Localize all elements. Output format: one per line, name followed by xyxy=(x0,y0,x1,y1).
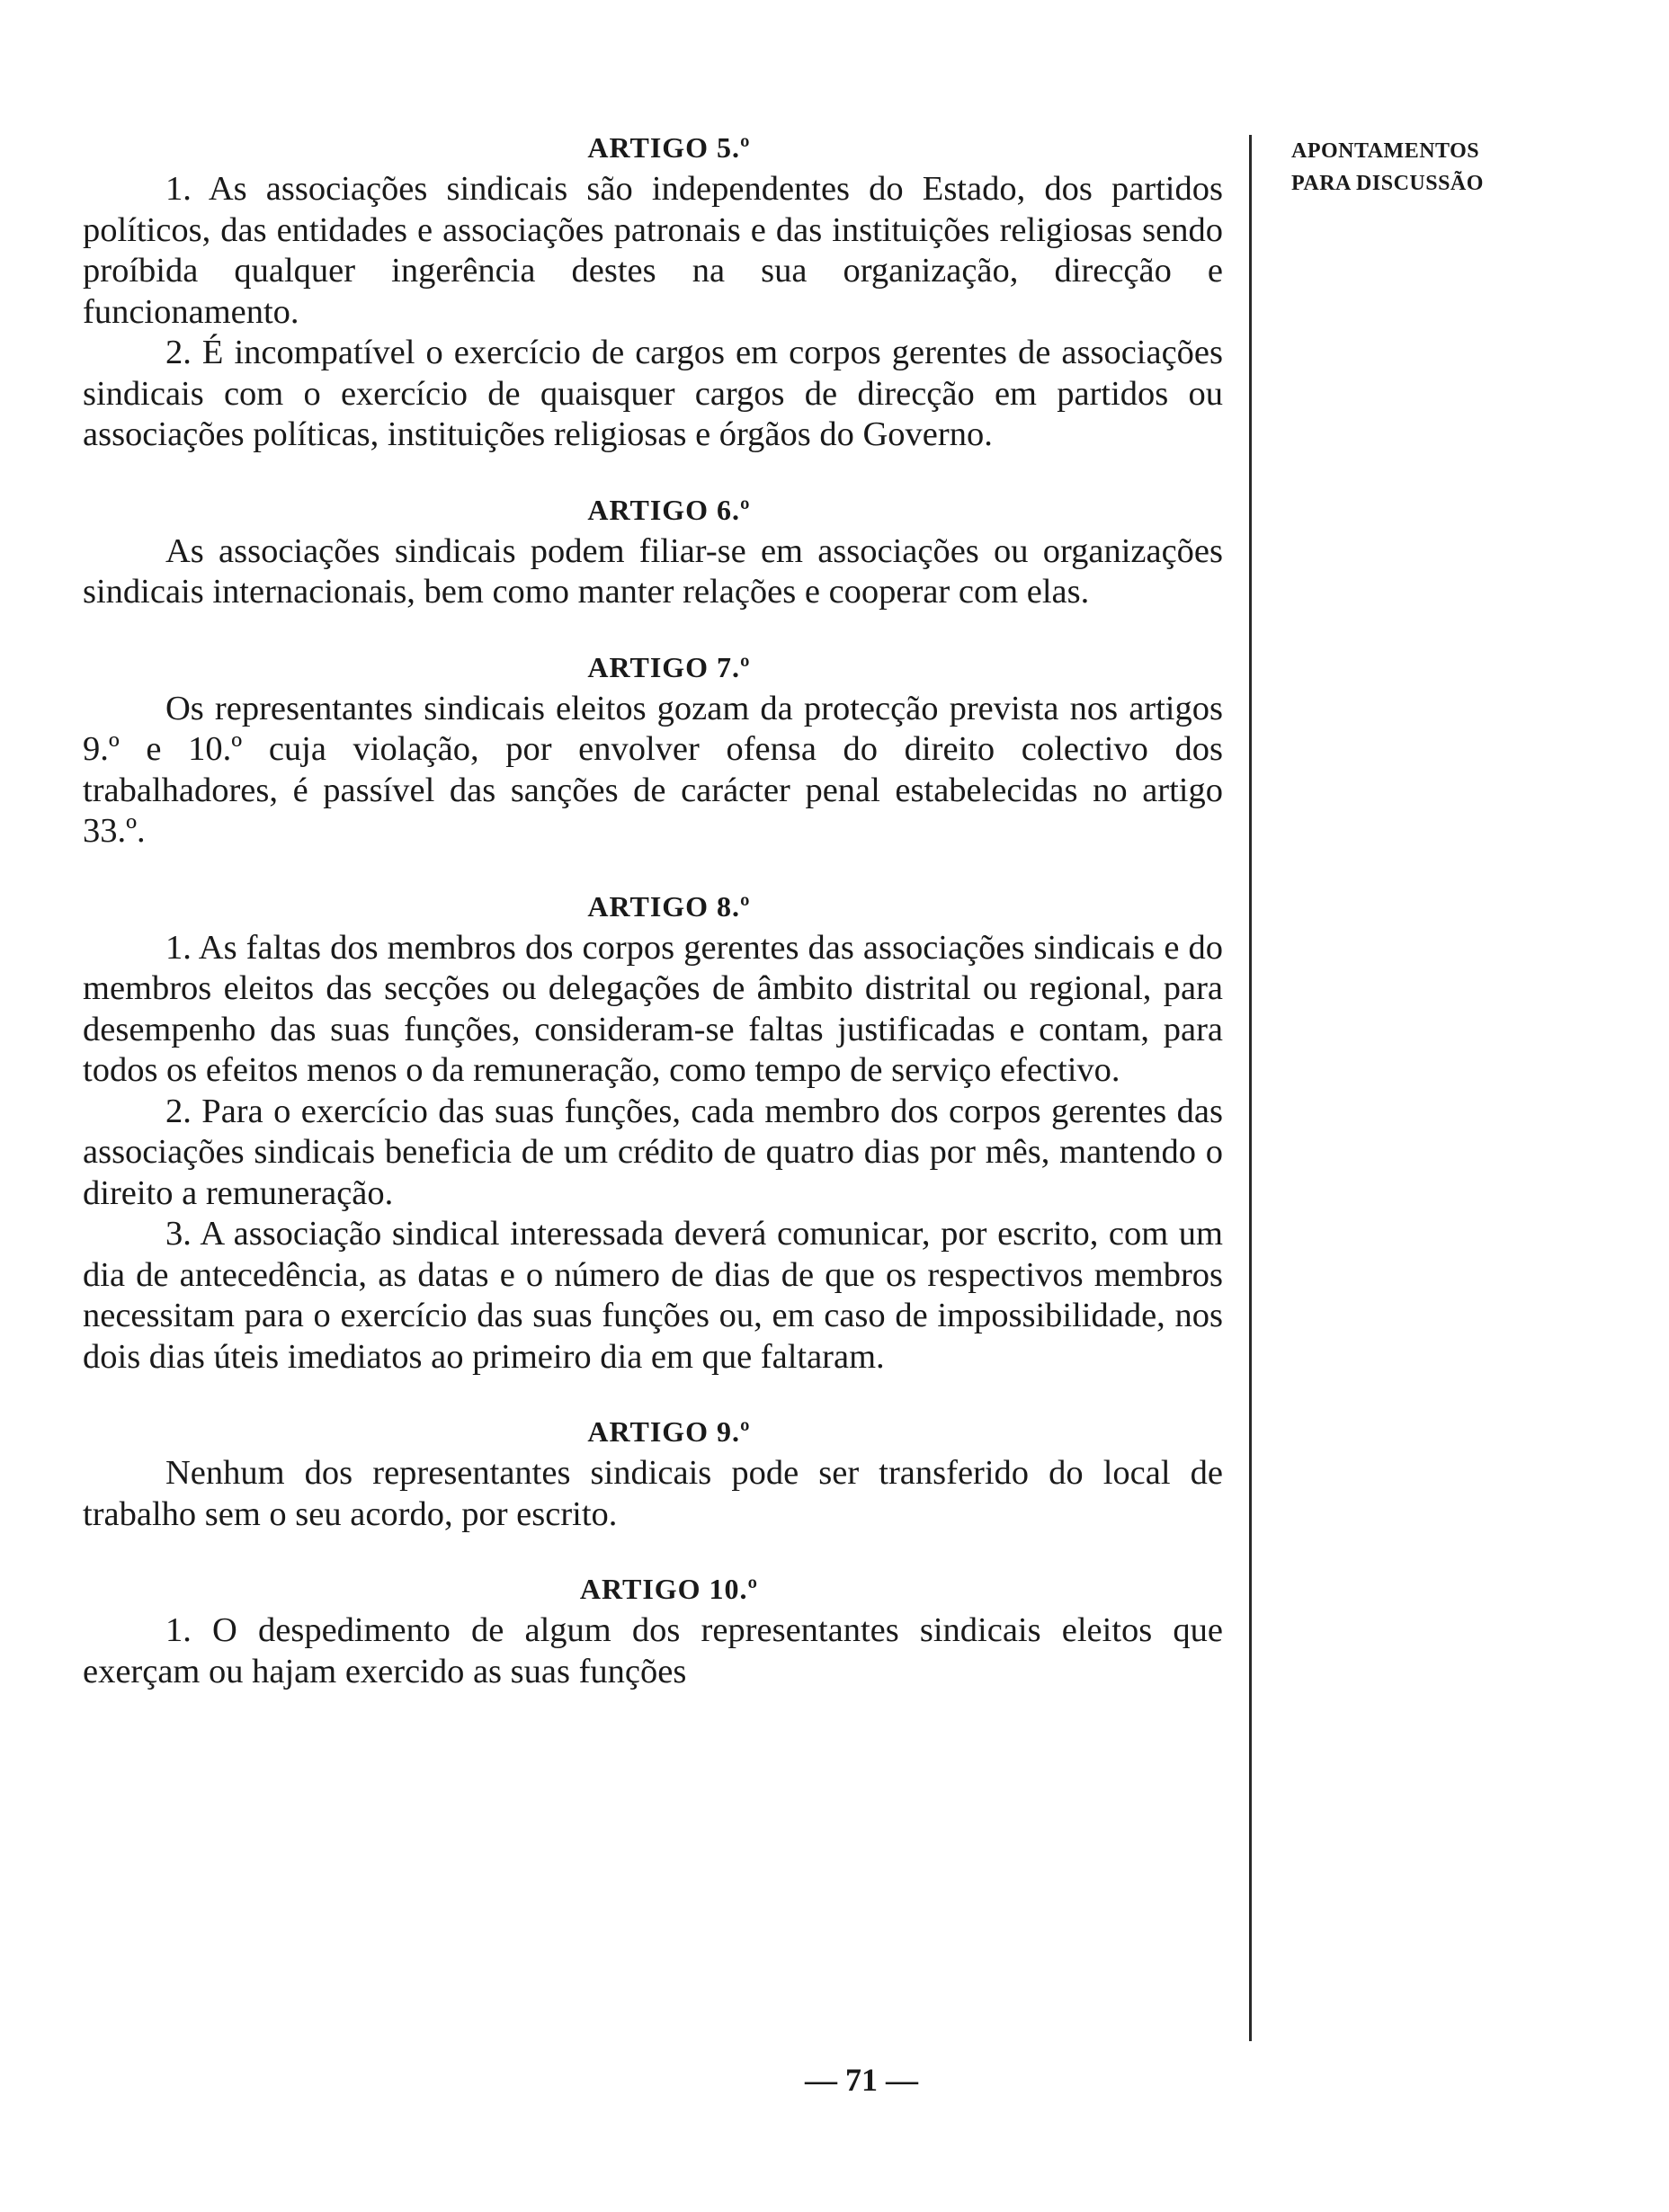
article-heading: ARTIGO 9.º xyxy=(587,1415,751,1448)
margin-note: APONTAMENTOS PARA DISCUSSÃO xyxy=(1291,139,1484,195)
paragraph: 1. As faltas dos membros dos corpos gerentes das associações sindicais e do membros eleitos das secções ou delegações de âmbito distrital ou regional, para desempenho das suas funções, consideram-se faltas justificadas e contam, para todos os efeitos menos o da remuneração, como tempo de serviço efectivo. xyxy=(83,928,1223,1089)
article-heading: ARTIGO 5.º xyxy=(587,131,751,164)
article-7 xyxy=(83,646,1223,852)
article-10 xyxy=(83,1567,1223,1692)
article-heading: ARTIGO 10.º xyxy=(579,1573,759,1605)
paragraph: 1. O despedimento de algum dos representantes sindicais eleitos que exerçam ou hajam exercido as suas funções xyxy=(83,1611,1223,1690)
article-heading: ARTIGO 7.º xyxy=(587,650,751,683)
margin-divider xyxy=(1249,135,1252,2041)
article-8 xyxy=(83,885,1223,1378)
article-6 xyxy=(83,488,1223,613)
paragraph: 3. A associação sindical interessada deverá comunicar, por escrito, com um dia de antecedência, as datas e o número de dias de que os respectivos membros necessitam para o exercício das suas funções ou, em caso de impossibilidade, nos dois dias úteis imediatos ao primeiro dia em que faltaram. xyxy=(83,1215,1223,1376)
article-heading: ARTIGO 6.º xyxy=(587,493,751,526)
paragraph: Os representantes sindicais eleitos gozam da protecção prevista nos artigos 9.º e 10.º cuja violação, por envolver ofensa do direito colectivo dos trabalhadores, é passível das sanções de carácter penal estabelecidas no artigo 33.º. xyxy=(83,689,1223,850)
page-number: — 71 — xyxy=(805,2062,918,2098)
paragraph: 2. É incompatível o exercício de cargos em corpos gerentes de associações sindicais com o exercício de quaisquer cargos de direcção em partidos ou associações políticas, instituições religiosas e órgãos do Governo. xyxy=(83,334,1223,453)
paragraph: 2. Para o exercício das suas funções, cada membro dos corpos gerentes das associações sindicais beneficia de um crédito de quatro dias por mês, mantendo o direito a remuneração. xyxy=(83,1092,1223,1212)
article-5 xyxy=(83,126,1223,456)
paragraph: 1. As associações sindicais são independentes do Estado, dos partidos políticos, das entidades e associações patronais e das instituições religiosas sendo proíbida qualquer ingerência destes na sua organização, direcção e funcionamento. xyxy=(83,170,1223,331)
article-9 xyxy=(83,1410,1223,1535)
paragraph: As associações sindicais podem filiar-se em associações ou organizações sindicais internacionais, bem como manter relações e cooperar com elas. xyxy=(83,531,1223,611)
main-text-column xyxy=(83,126,1223,1725)
paragraph: Nenhum dos representantes sindicais pode ser transferido do local de trabalho sem o seu acordo, por escrito. xyxy=(83,1454,1223,1533)
article-heading: ARTIGO 8.º xyxy=(587,889,751,923)
